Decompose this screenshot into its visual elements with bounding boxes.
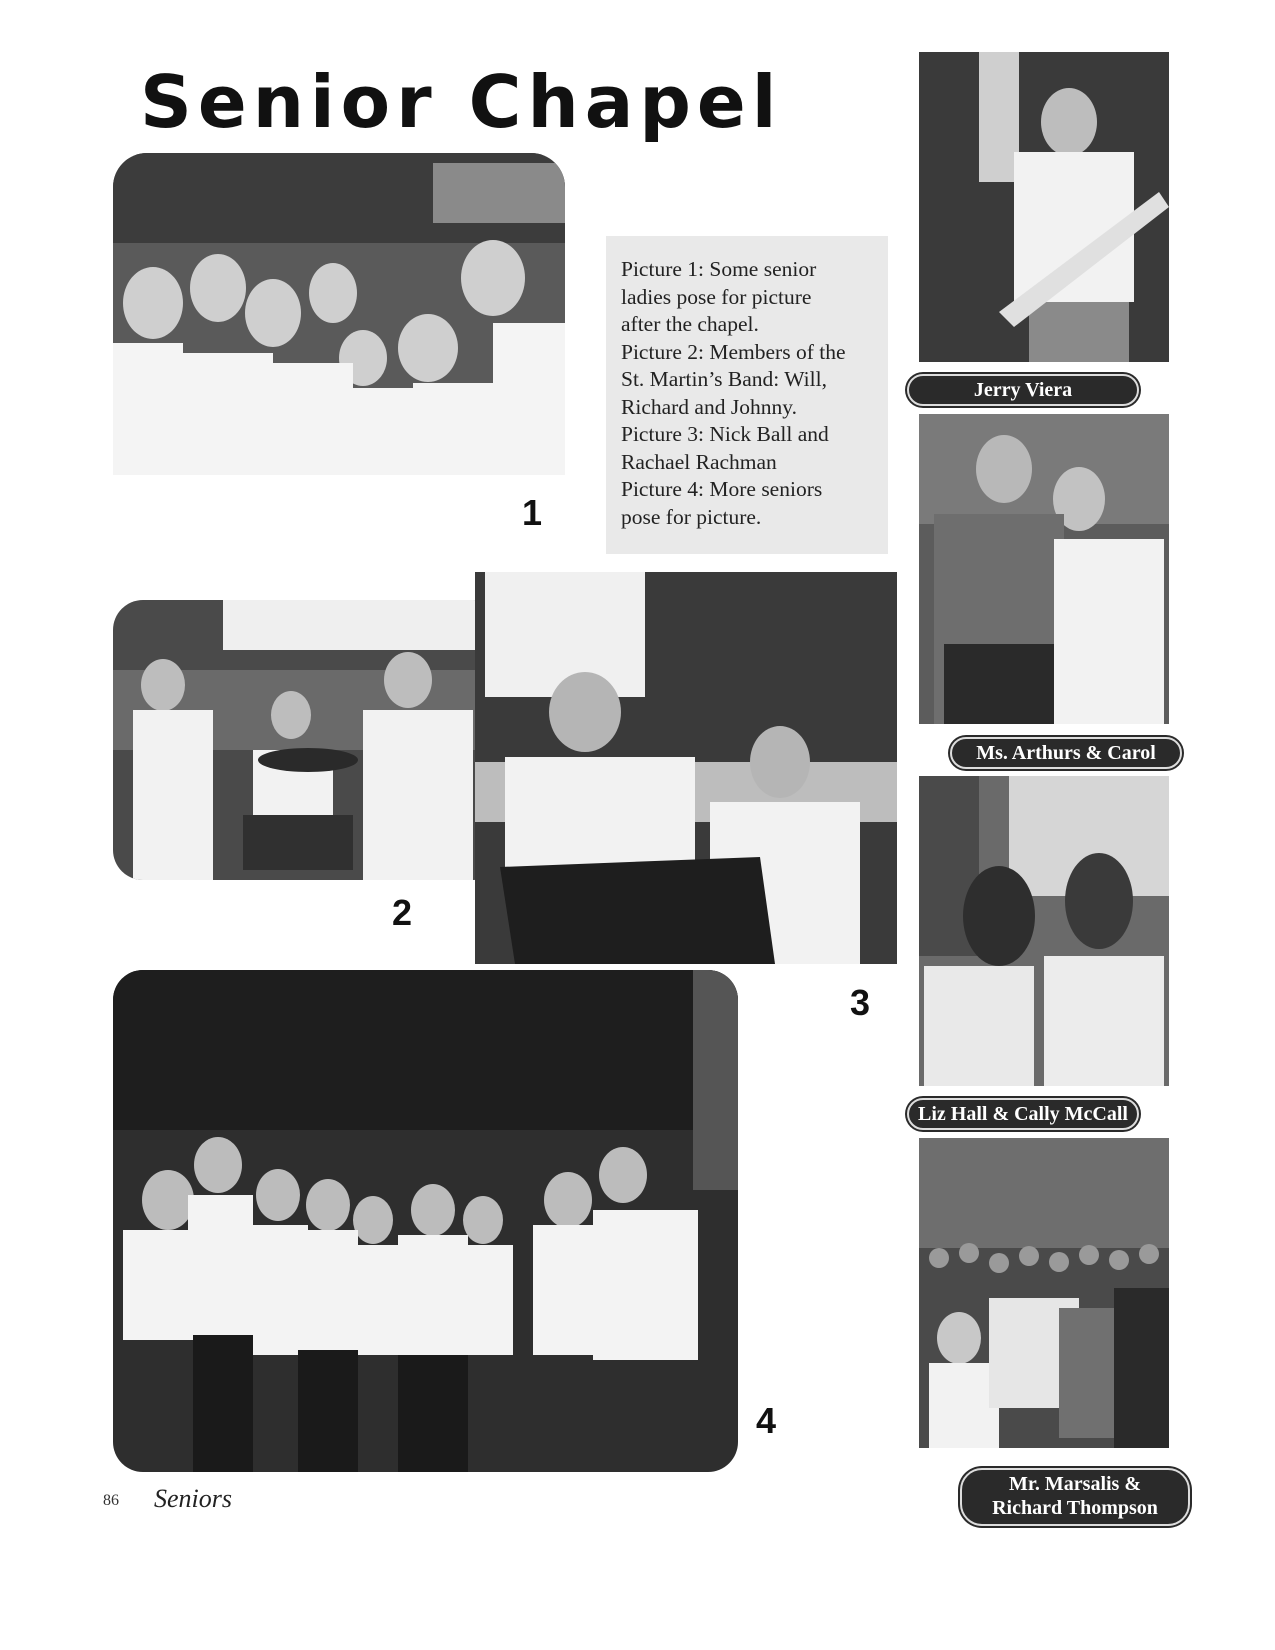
sidebar-label-2-text: Ms. Arthurs & Carol bbox=[976, 742, 1156, 764]
photo-2-number: 2 bbox=[392, 892, 413, 933]
sidebar-label-2 bbox=[950, 737, 1182, 769]
caption-line: Picture 2: Members of the bbox=[621, 339, 846, 364]
photo-1 bbox=[113, 153, 565, 475]
sidebar-photo-2 bbox=[919, 414, 1169, 724]
caption-line: Picture 3: Nick Ball and bbox=[621, 422, 829, 446]
photo-2 bbox=[113, 600, 503, 880]
photo-3-number: 3 bbox=[850, 982, 871, 1023]
sidebar-photo-4 bbox=[919, 1138, 1169, 1448]
caption-line: ladies pose for picture bbox=[621, 284, 812, 309]
page-title: Senior Chapel bbox=[140, 60, 783, 144]
photo-1-number: 1 bbox=[522, 492, 543, 533]
sidebar-label-4 bbox=[960, 1468, 1190, 1526]
section-name: Seniors bbox=[154, 1484, 232, 1513]
caption-line: St. Martin’s Band: Will, bbox=[621, 367, 827, 391]
sidebar-label-3-text: Liz Hall & Cally McCall bbox=[918, 1103, 1128, 1125]
caption-line: Rachael Rachman bbox=[621, 449, 777, 474]
sidebar-label-1-text: Jerry Viera bbox=[973, 379, 1073, 401]
photo-4 bbox=[113, 970, 738, 1472]
sidebar-photo-3 bbox=[919, 776, 1169, 1086]
sidebar-label-4-line1: Mr. Marsalis & bbox=[1008, 1473, 1141, 1495]
sidebar-photo-1 bbox=[919, 52, 1169, 362]
page-number: 86 bbox=[103, 1492, 119, 1509]
caption-line: Picture 4: More seniors bbox=[621, 477, 823, 501]
caption-line: after the chapel. bbox=[621, 312, 759, 336]
sidebar-label-1 bbox=[907, 374, 1139, 406]
caption-box bbox=[606, 236, 888, 554]
caption-line: pose for picture. bbox=[621, 504, 762, 529]
sidebar-label-3 bbox=[907, 1098, 1139, 1130]
caption-line: Richard and Johnny. bbox=[621, 394, 797, 419]
sidebar-label-4-line2: Richard Thompson bbox=[992, 1497, 1158, 1519]
photo-3 bbox=[475, 572, 897, 964]
caption-line: Picture 1: Some senior bbox=[621, 257, 817, 281]
photo-4-number: 4 bbox=[756, 1400, 777, 1441]
